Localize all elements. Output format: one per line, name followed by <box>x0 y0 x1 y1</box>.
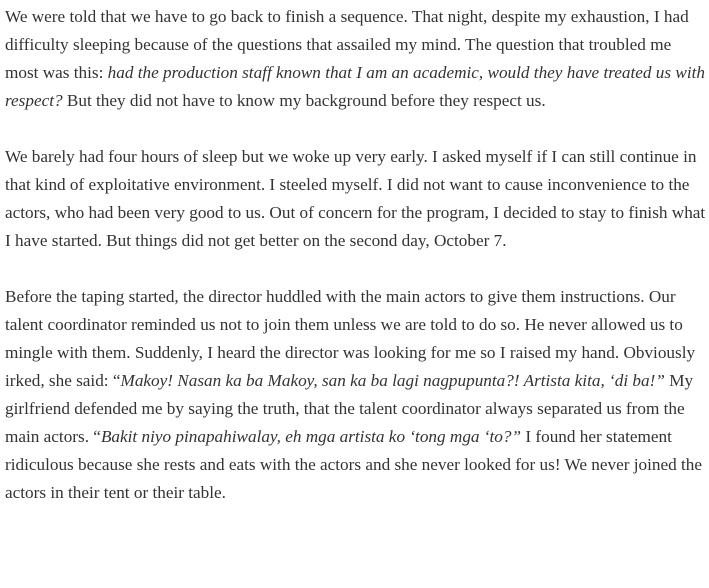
paragraph-text: I found her statement ridiculous because she rests and eats with the actors and she never looked for us! We never joined the actors in their tent or their table. <box>5 427 703 502</box>
paragraph-italic-text: Bakit niyo pinapahiwalay, eh mga artista ko ‘tong mga ‘to?” <box>100 427 522 446</box>
paragraph-text: Before the taping started, the director huddled with the main actors to give them instructions. Our talent coordinator reminded us not to join them unless we are told to do so. He never allowed us to mingle with them. Suddenly, I heard the director was looking for me so I raised my hand. Obviously irked, she said: “ <box>5 287 696 390</box>
paragraph-1 <box>5 3 707 115</box>
paragraph-text: My girlfriend defended me by saying the truth, that the talent coordinator always separated us from the main actors. “ <box>5 371 694 446</box>
article-body <box>5 3 707 507</box>
paragraph-3 <box>5 283 707 507</box>
paragraph-2 <box>5 143 707 255</box>
paragraph-text: We were told that we have to go back to finish a sequence. That night, despite my exhaustion, I had difficulty sleeping because of the questions that assailed my mind. The question that troubled me most was this: <box>5 7 689 82</box>
paragraph-text: But they did not have to know my background before they respect us. <box>62 91 546 110</box>
paragraph-text: We barely had four hours of sleep but we woke up very early. I asked myself if I can still continue in that kind of exploitative environment. I steeled myself. I did not want to cause inconvenience to the actors, who had been very good to us. Out of concern for the program, I decided to stay to finish what I have started. But things did not get better on the second day, October 7. <box>5 147 706 250</box>
paragraph-italic-text: Makoy! Nasan ka ba Makoy, san ka ba lagi nagpupunta?! Artista kita, ‘di ba!” <box>120 371 665 390</box>
paragraph-italic-text: had the production staff known that I am an academic, would they have treated us with respect? <box>5 63 705 110</box>
